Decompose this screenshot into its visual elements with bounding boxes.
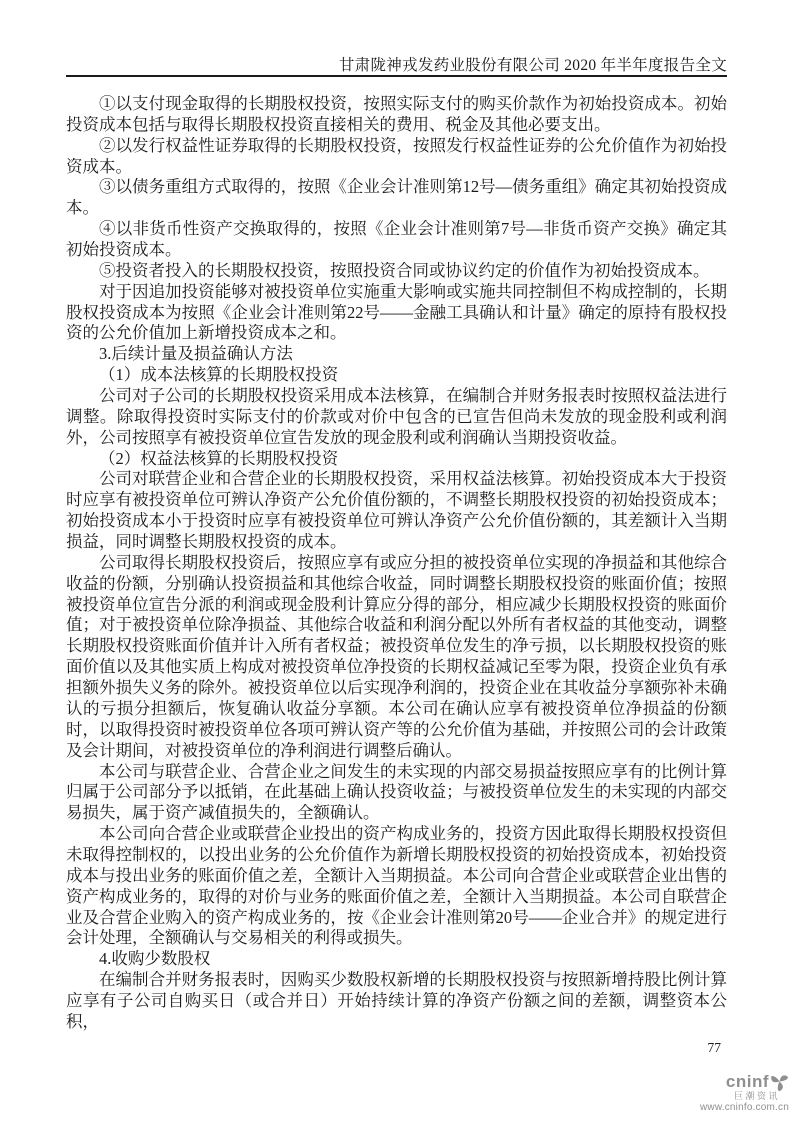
paragraph-debt-restructuring: ③以债务重组方式取得的，按照《企业会计准则第12号—债务重组》确定其初始投资成本。 — [66, 177, 727, 218]
cninfo-url: www.cninfo.com.cn — [700, 1102, 789, 1113]
paragraph-business-contribution: 本公司向合营企业或联营企业投出的资产构成业务的，投资方因此取得长期股权投资但未取得控制权的，以投出业务的公允价值作为新增长期股权投资的初始投资成本，初始投资成本与投出业务的账面价值之差，全额计入当期损益。本公司向合营企业或联营企业出售的资产构成业务的，取得的对价与业务的账面价值之差，全额计入当期损益。本公司自联营企业及合营企业购入的资产构成业务的，按《企业会计准则第20号——企业合并》的规定进行会计处理，全额确认与交易相关的利得或损失。 — [66, 824, 727, 948]
cninfo-logo — [693, 1072, 789, 1113]
heading-subsequent-measurement: 3.后续计量及损益确认方法 — [99, 344, 293, 364]
paragraph-cost-method-detail: 公司对子公司的长期股权投资采用成本法核算，在编制合并财务报表时按照权益法进行调整。除取得投资时实际支付的价款或对价中包含的已宣告但尚未发放的现金股利或利润外，公司按照享有被投资单位宣告发放的现金股利或利润确认当期投资收益。 — [66, 386, 727, 447]
paragraph-minority-detail: 在编制合并财务报表时，因购买少数股权新增的长期股权投资与按照新增持股比例计算应享有子公司自购买日（或合并日）开始持续计算的净资产份额之间的差额，调整资本公积， — [66, 970, 727, 1031]
paragraph-internal-transactions: 本公司与联营企业、合营企业之间发生的未实现的内部交易损益按照应享有的比例计算归属于公司部分予以抵销，在此基础上确认投资收益；与被投资单位发生的未实现的内部交易损失，属于资产减值损失的，全额确认。 — [66, 761, 727, 823]
paragraph-equity-securities: ②以发行权益性证券取得的长期股权投资，按照发行权益性证券的公允价值作为初始投资成本。 — [66, 135, 727, 176]
document-body — [66, 94, 727, 1033]
header-rule — [66, 75, 727, 77]
cninfo-wordmark: cninf — [725, 1072, 769, 1091]
swirl-fan-icon — [770, 1072, 789, 1091]
paragraph-investor-contribution: ⑤投资者投入的长期股权投资，按照投资合同或协议约定的价值作为初始投资成本。 — [99, 260, 710, 280]
page-number: 77 — [707, 1040, 721, 1055]
paragraph-cash-acquisition: ①以支付现金取得的长期股权投资，按照实际支付的购买价款作为初始投资成本。初始投资成本包括与取得长期股权投资直接相关的费用、税金及其他必要支出。 — [66, 94, 727, 134]
cninfo-chinese-name: 巨潮资讯 — [733, 1091, 780, 1101]
paragraph-equity-method-initial: 公司对联营企业和合营企业的长期股权投资，采用权益法核算。初始投资成本大于投资时应享有被投资单位可辨认净资产公允价值份额的，不调整长期股权投资的初始投资成本；初始投资成本小于投资时应享有被投资单位可辨认净资产公允价值份额的，其差额计入当期损益，同时调整长期股权投资的成本。 — [66, 469, 727, 552]
heading-cost-method: （1）成本法核算的长期股权投资 — [99, 365, 339, 385]
page-header-title: 甘肃陇神戎发药业股份有限公司 2020 年半年度报告全文 — [338, 57, 727, 74]
paragraph-additional-investment: 对于因追加投资能够对被投资单位实施重大影响或实施共同控制但不构成控制的，长期股权投资成本为按照《企业会计准则第22号——金融工具确认和计量》确定的原持有股权投资的公允价值加上新增投资成本之和。 — [66, 281, 727, 343]
paragraph-nonmonetary-exchange: ④以非货币性资产交换取得的，按照《企业会计准则第7号—非货币资产交换》确定其初始投资成本。 — [66, 219, 727, 260]
heading-minority-acquisition: 4.收购少数股权 — [99, 949, 211, 969]
paragraph-equity-method-detail: 公司取得长期股权投资后，按照应享有或应分担的被投资单位实现的净损益和其他综合收益的份额，分别确认投资损益和其他综合收益，同时调整长期股权投资的账面价值；按照被投资单位宣告分派的利润或现金股利计算应分得的部分，相应减少长期股权投资的账面价值；对于被投资单位除净损益、其他综合收益和利润分配以外所有者权益的其他变动，调整长期股权投资账面价值并计入所有者权益；被投资单位发生的净亏损，以长期股权投资的账面价值以及其他实质上构成对被投资单位净投资的长期权益减记至零为限，投资企业负有承担额外损失义务的除外。被投资单位以后实现净利润的，投资企业在其收益分享额弥补未确认的亏损分担额后，恢复确认收益分享额。本公司在确认应享有被投资单位净损益的份额时，以取得投资时被投资单位各项可辨认资产等的公允价值为基础，并按照公司的会计政策及会计期间，对被投资单位的净利润进行调整后确认。 — [66, 552, 727, 760]
heading-equity-method: （2）权益法核算的长期股权投资 — [99, 448, 339, 468]
cninfo-logo-top — [693, 1072, 789, 1091]
